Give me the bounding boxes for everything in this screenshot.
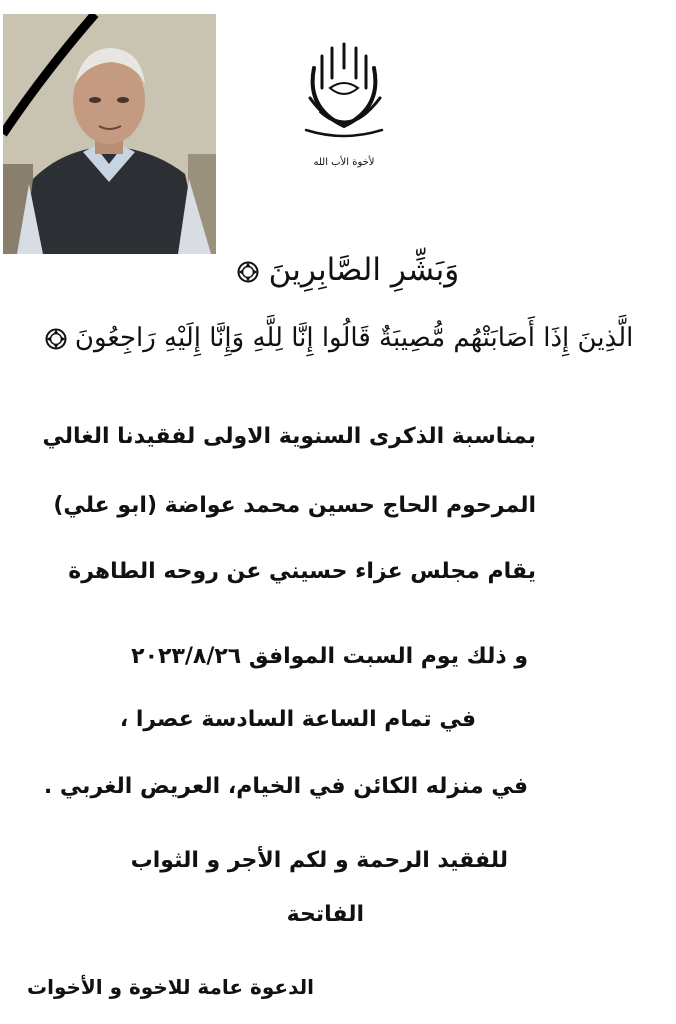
- verse-end-ornament-icon: [45, 328, 67, 350]
- fatiha-line: الفاتحة: [286, 902, 364, 927]
- time-line: في تمام الساعة السادسة عصرا ،: [119, 707, 476, 732]
- basmala-calligraphy: [296, 38, 392, 168]
- deceased-name-line: المرحوم الحاج حسين محمد عواضة (ابو علي): [53, 493, 536, 518]
- deceased-portrait: [3, 14, 216, 254]
- invitation-line: الدعوة عامة للاخوة و الأخوات: [26, 975, 314, 999]
- anniversary-line: بمناسبة الذكرى السنوية الاولى لفقيدنا الغالي: [42, 424, 536, 449]
- verse-text-1: وَبَشِّرِ الصَّابِرِينَ: [268, 252, 460, 288]
- verse-end-ornament-icon: [237, 261, 259, 283]
- majlis-line: يقام مجلس عزاء حسيني عن روحه الطاهرة: [68, 559, 536, 584]
- condolence-line: للفقيد الرحمة و لكم الأجر و الثواب: [130, 848, 508, 873]
- quran-verse-2: [14, 318, 664, 358]
- basmala-caption: لأخوة الأب الله: [313, 157, 375, 168]
- quran-verse-1: [228, 250, 468, 290]
- date-line: و ذلك يوم السبت الموافق ٢٠٢٣/٨/٢٦: [131, 644, 528, 669]
- verse-text-2: الَّذِينَ إِذَا أَصَابَتْهُم مُّصِيبَةٌ قَالُوا إِنَّا لِلَّهِ وَإِنَّا إِلَيْهِ رَاجِعُونَ: [74, 323, 634, 353]
- location-line: في منزله الكائن في الخيام، العريض الغربي .: [43, 774, 528, 799]
